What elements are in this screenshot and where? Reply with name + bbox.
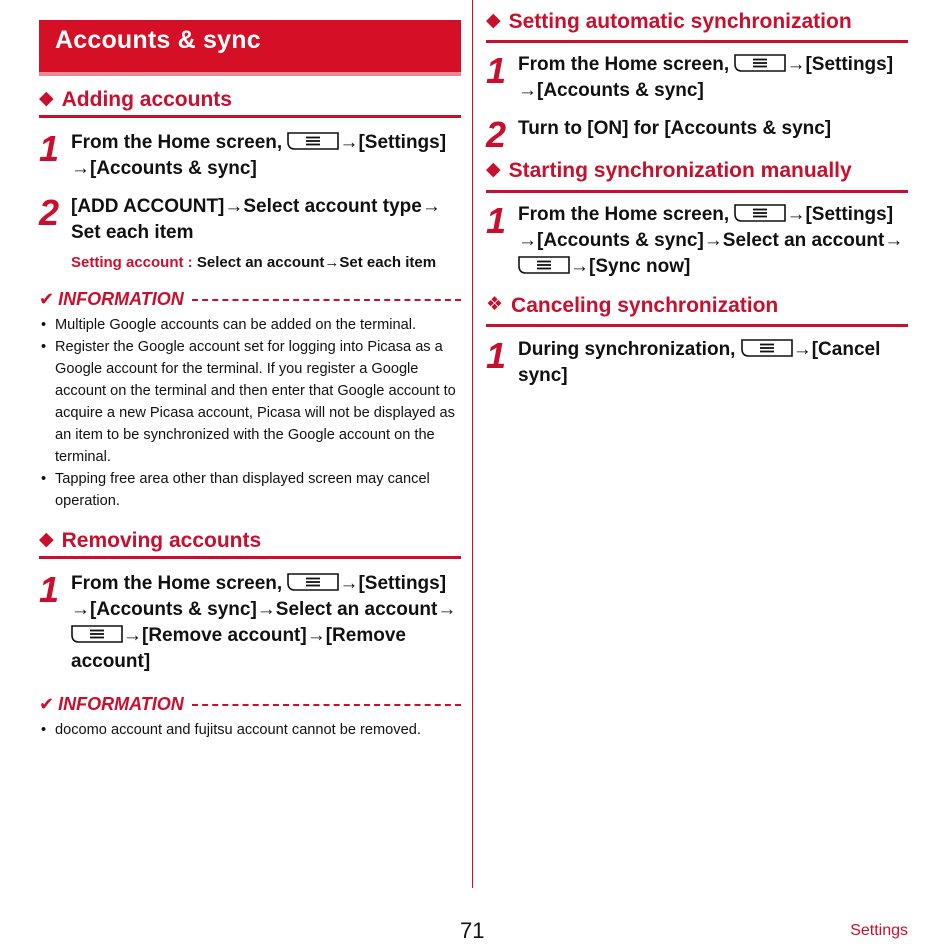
check-icon: ✔ — [39, 288, 55, 309]
column-divider — [472, 0, 473, 888]
menu-key-icon — [287, 132, 339, 150]
auto-sync-step-2 — [486, 114, 908, 155]
step-number: 2 — [486, 114, 507, 155]
list-item: • docomo account and fujitsu account cannot be removed. — [39, 719, 461, 741]
step-text — [71, 194, 461, 274]
step-number: 1 — [39, 569, 60, 610]
adding-accounts-heading — [39, 88, 461, 118]
information-label: INFORMATION — [58, 693, 184, 714]
list-item: • Register the Google account set for logging into Picasa as a Google account for the terminal. If you register a Google account on the terminal and then enter that Google account to acquire a new Picasa account, Picasa will not be displayed as an item to be synchronized with the Google account on the terminal. — [39, 336, 461, 468]
step-text — [71, 571, 461, 675]
menu-key-icon — [518, 256, 570, 274]
information-list-1 — [39, 314, 461, 512]
diamond-icon: ◆ — [486, 159, 501, 180]
menu-key-icon — [287, 573, 339, 591]
step-number: 1 — [486, 50, 507, 91]
auto-sync-step-1 — [486, 52, 908, 108]
auto-sync-heading — [486, 10, 908, 43]
menu-key-icon — [734, 54, 786, 72]
step-number: 1 — [486, 335, 507, 376]
dashed-rule — [192, 704, 461, 706]
step-text-pre: From the Home screen, — [518, 204, 735, 225]
page-title-banner — [39, 20, 461, 76]
step-text-mid: →[Settings] →[Accounts & sync]→Select an account→ — [518, 204, 904, 251]
step-subnote — [71, 252, 461, 274]
manual-sync-heading — [486, 159, 908, 193]
information-heading-2 — [39, 694, 461, 714]
diamond-icon: ◆ — [486, 10, 501, 31]
menu-key-icon — [734, 204, 786, 222]
heading-text: Setting automatic synchronization — [508, 10, 852, 33]
heading-text: Removing accounts — [61, 529, 262, 552]
subnote-label: Setting account : — [71, 254, 197, 271]
information-label: INFORMATION — [58, 288, 184, 309]
step-text-pre: From the Home screen, — [71, 132, 288, 153]
removing-step-1 — [39, 571, 461, 679]
cancel-sync-step-1 — [486, 337, 908, 393]
adding-step-2 — [39, 194, 461, 274]
information-list-2 — [39, 719, 461, 741]
diamond-icon: ◆ — [39, 88, 54, 109]
page-number: 71 — [460, 918, 485, 943]
step-text-pre: During synchronization, — [518, 339, 741, 360]
heading-text: Starting synchronization manually — [508, 159, 852, 182]
adding-step-1 — [39, 130, 461, 186]
flower-icon: ❖ — [486, 294, 504, 315]
list-item: • Tapping free area other than displayed screen may cancel operation. — [39, 468, 461, 512]
dashed-rule — [192, 299, 461, 301]
page-title: Accounts & sync — [55, 26, 261, 54]
step-text-post: →[Sync now] — [570, 256, 691, 277]
diamond-icon: ◆ — [39, 529, 54, 550]
information-heading-1 — [39, 289, 461, 309]
cancel-sync-heading — [486, 294, 908, 327]
section-label: Settings — [850, 922, 908, 939]
step-text-post: →[Cancel sync] — [518, 339, 881, 386]
step-text-mid: →[Settings] →[Accounts & sync]→Select an account→ — [71, 573, 457, 620]
menu-key-icon — [71, 625, 123, 643]
step-text-pre: From the Home screen, — [518, 54, 735, 75]
step-text-post: →[Settings] →[Accounts & sync] — [71, 132, 447, 179]
menu-key-icon — [741, 339, 793, 357]
list-item: • Multiple Google accounts can be added on the terminal. — [39, 314, 461, 336]
step-text — [518, 337, 908, 389]
step-text — [518, 52, 908, 104]
step-text: Turn to [ON] for [Accounts & sync] — [518, 118, 832, 139]
step-number: 1 — [39, 128, 60, 169]
step-text-post: →[Settings] →[Accounts & sync] — [518, 54, 894, 101]
step-text — [71, 130, 461, 182]
step-text-post: →[Remove account]→[Remove account] — [71, 625, 406, 672]
step-text — [518, 202, 908, 280]
step-text-pre: From the Home screen, — [71, 573, 288, 594]
step-number: 2 — [39, 192, 60, 233]
removing-accounts-heading — [39, 529, 461, 559]
step-number: 1 — [486, 200, 507, 241]
heading-text: Canceling synchronization — [511, 294, 779, 317]
manual-sync-step-1 — [486, 202, 908, 284]
heading-text: Adding accounts — [61, 88, 232, 111]
step-text-main: [ADD ACCOUNT]→Select account type→ Set each item — [71, 196, 441, 243]
check-icon: ✔ — [39, 693, 55, 714]
subnote-text: Select an account→Set each item — [196, 254, 437, 271]
